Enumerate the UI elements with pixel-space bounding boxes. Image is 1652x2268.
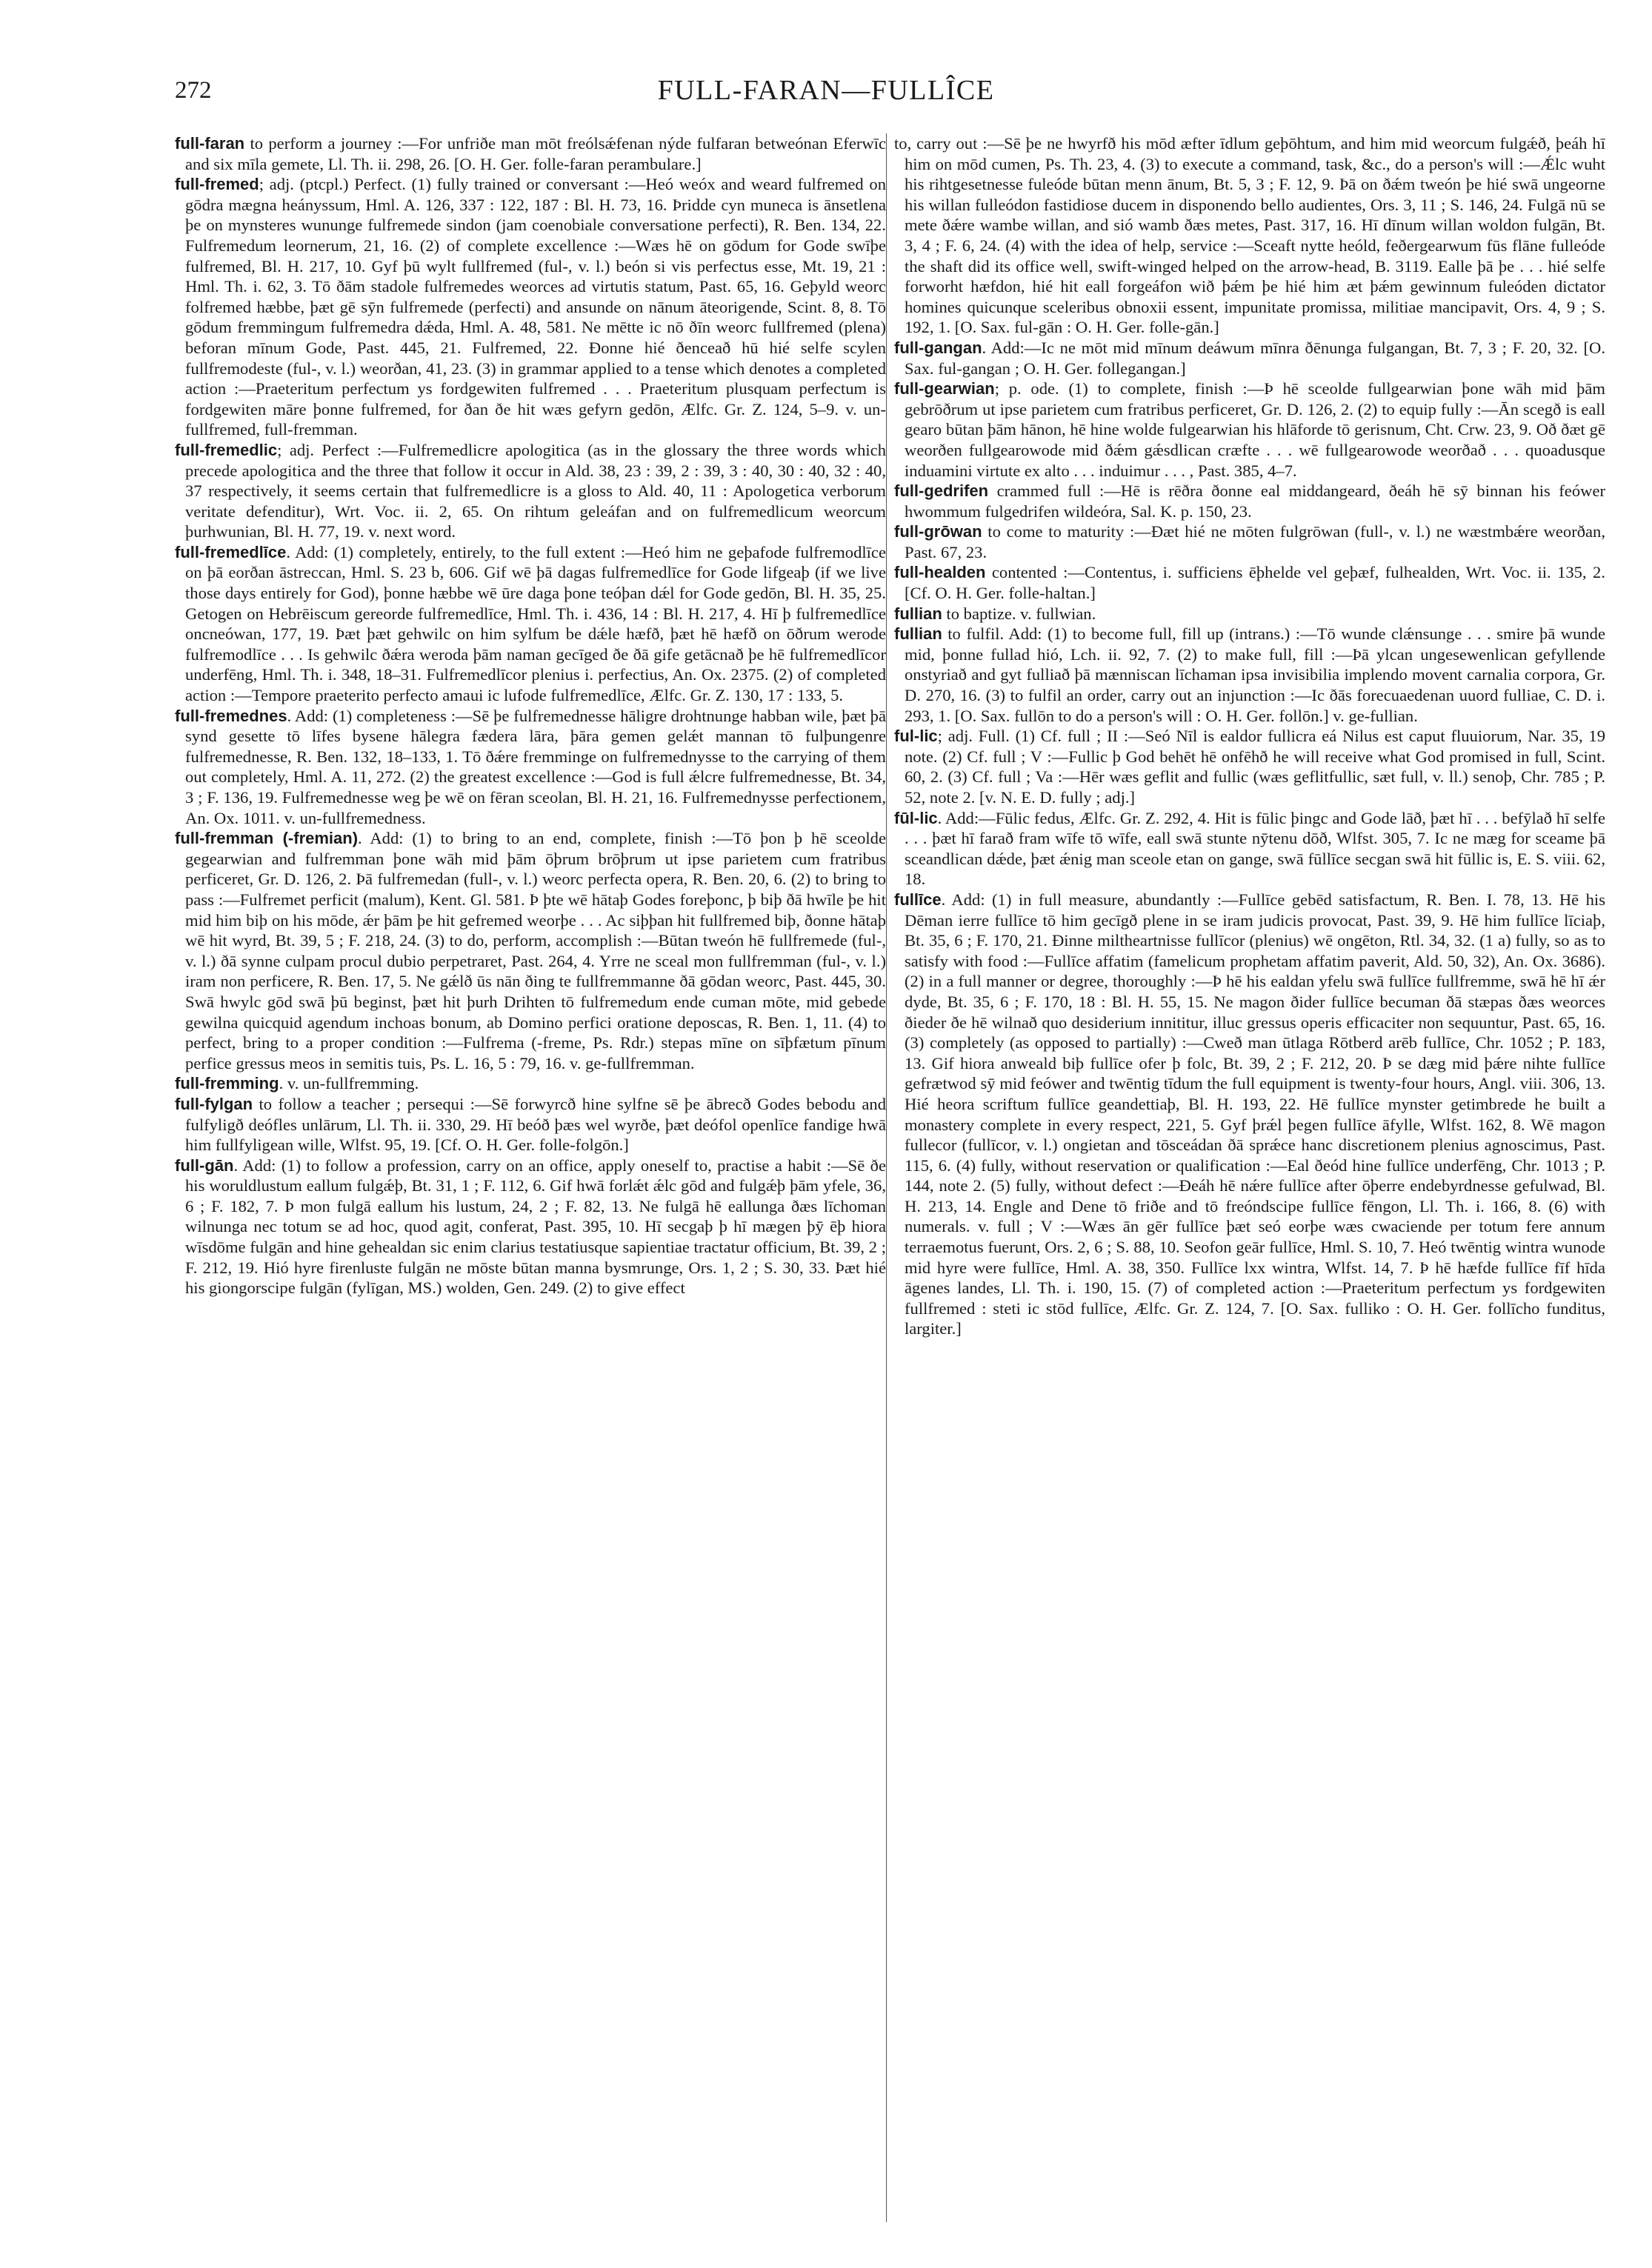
dictionary-entry xyxy=(894,808,1605,890)
entry-text: . Add: (1) to bring to an end, complete, finish :—Tō þon þ hē sceolde gegearwian and fulfremman þone wāh mid þām ōþrum brōþrum ut ipse parietem cum fratribus perficeret, Gr. D. 126, 2. Þā fulfremedan (full-, v. l.) weorc perfecta opera, R. Ben. 20, 6. (2) to bring to pass :—Fulfremet perficit (malum), Kent. Gl. 581. Þ þte wē hātaþ Godes foreþonc, þ biþ ðā hwīle þe hit mid him biþ on his mōde, ǽr þām þe hit gefremed weorþe . . . Ac siþþan hit fullfremed biþ, ðonne hātaþ wē hit wyrd, Bt. 39, 5 ; F. 218, 24. (3) to do, perform, accomplish :—Būtan tweón hē fullfremede (ful-, v. l.) ðā synne culpam procul dubio perpetraret, Past. 264, 4. Yrre ne sceal mon fullfremman (ful-, v. l.) iram non perficere, R. Ben. 17, 5. Ne gǽlð ūs nān ðing te fullfremmanne ðā gōdan weorc, Past. 445, 30. Swā hwylc gōd swā þū beginst, þæt hit þurh Drihten tō fulfremedum ende cuman mōte, mid gebede gewilna quicquid agendum inchoas bonum, ab Domino perfici oratione deposcas, R. Ben. 1, 11. (4) to perfect, bring to a proper condition :—Fulfrema (-freme, Ps. Rdr.) stepas mīne on sīþfætum pīnum perfice gressus meos in semitis tuis, Ps. L. 16, 5 : 79, 16. v. ge-fullfremman. xyxy=(185,829,886,1073)
entry-text: . Add:—Fūlic fedus, Ælfc. Gr. Z. 292, 4. Hit is fūlic þingc and Gode lāð, þæt hī . . . befȳlað hī selfe . . . þæt hī farað fram wīfe tō wīfe, eall swā stunte nȳtenu dōð, Wlfst. 305, 7. Ic ne mæg for sceame þā sceandlican dǽde, þæt ǽnig man sceole etan on gange, swā fūllīce secgan swā hit fūllic is, E. S. viii. 62, 18. xyxy=(905,808,1605,889)
entry-text: ; adj. (ptcpl.) Perfect. (1) fully trained or conversant :—Heó weóx and weard fulfremed on gōdra mægna heányssum, Hml. A. 126, 337 : 122, 187 : Bl. H. 73, 16. Þridde cyn muneca is ānsetlena þe on mynsteres wununge fulfremede sindon (jam coenobiale conversatione perfecti), R. Ben. 134, 22. Fulfremedum leornerum, 21, 16. (2) of complete excellence :—Wæs hē on gōdum for Gode swīþe fulfremed, Bl. H. 217, 10. Gyf þū wylt fullfremed (ful-, v. l.) beón si vis perfectus esse, Mt. 19, 21 : Hml. Th. i. 62, 3. Tō ðām stadole fulfremedes weorces ad virtutis statum, Past. 65, 16. Geþyld weorc folfremed hæbbe, þæt gē sȳn fulfremede (perfecti) and ansunde on nānum āteorigende, Scint. 8, 8. Tō gōdum fremmingum fulfremedra dǽda, Hml. A. 48, 581. Ne mētte ic nō ðīn weorc fullfremed (plena) beforan mīnum Gode, Past. 445, 21. Fulfremed, 22. Ðonne hié ðenceað hū hié selfe scylen fullfremodeste (ful-, v. l.) weorðan, 41, 23. (3) in grammar applied to a tense which denotes a completed action :—Praeteritum perfectum ys fordgewiten fulfremed . . . Praeteritum plusquam perfectum is fordgewiten māre þonne fulfremed, for ðan ðe hit wæs gefyrn gedōn, Ælfc. Gr. Z. 124, 5–9. v. un-fullfremed, full-fremman. xyxy=(185,175,886,439)
entry-text: to come to maturity :—Ðæt hié ne mōten fulgrōwan (full-, v. l.) ne wæstmbǽre weorðan, Past. 67, 23. xyxy=(905,522,1605,561)
entry-text: . Add: (1) in full measure, abundantly :—Fullīce gebēd satisfactum, R. Ben. I. 78, 13. Hē his Dēman ierre fullīce tō him gecīgð plene in se iram judicis provocat, Past. 39, 9. Hē him fullīce līciaþ, Bt. 35, 6 ; F. 170, 21. Ðinne miltheartnisse fullīcor (plenius) wē ongēton, Rtl. 34, 32. (1 a) fully, so as to satisfy with food :—Fullīce affatim (famelicum prophetam affatim paverit, Ald. 50, 32), An. Ox. 3686). (2) in a full manner or degree, thoroughly :—Þ hē his ealdan yfelu swā fullīce fullfremme, swā hē hī ǽr dyde, Bt. 35, 6 ; F. 170, 18 : Bl. H. 55, 15. Ne magon ðider fullīce becuman ðā stæpas ðæs weorces ðieder ðe hē wilnað quo desiderium innititur, illuc gressus operis efficaciter non sequuntur, Past. 65, 16. (3) completely (as opposed to partially) :—Cweð man ūtlaga Rōtberd arēb fullīce, Chr. 1052 ; P. 183, 13. Gif hiora anweald biþ fullīce ofer þ folc, Bt. 39, 2 ; F. 212, 20. Þ se dæg mid þǽre nihte fullīce gefrætwod sȳ mid feówer and twēntig tīdum the full equipment is twenty-four hours, Angl. viii. 306, 13. Hié heora scriftum fullīce geandettiaþ, Bl. H. 193, 22. Hē fullīce mynster getimbrede he built a monastery complete in every respect, 221, 5. Gyf þrǽl þegen fullīce āfylle, Wlfst. 162, 8. Wē magon fullecor (fullīcor, v. l.) ongietan and tōsceádan ðā sprǽce hanc discretionem plenius agnoscimus, Past. 115, 6. (4) fully, without reservation or qualification :—Eal ðeód hine fullīce underfēng, Chr. 1013 ; P. 144, note 2. (5) fully, without defect :—Ðeáh hē nǽre fullīce after ōþerre endebyrdnesse gefulwad, Bl. H. 213, 14. Engle and Dene tō friðe and tō freóndscipe fullīce fēngon, Ll. Th. i. 166, 8. (6) with numerals. v. full ; V :—Wæs ān gēr fullīce þæt seó eorþe wæs cwaciende per totum fere annum terraemotus fuerunt, Ors. 2, 6 ; S. 88, 10. Seofon geār fullīce, Hml. S. 10, 7. Heó twēntig wintra wunode mid hyre were fullīce, Hml. A. 38, 350. Fullīce lxx wintra, Wlfst. 14, 7. Þ hē hæfde fullīce fīf hīda āgenes landes, Ll. Th. i. 190, 15. (7) of completed action :—Praeteritum perfectum ys fordgewiten fullfremed : steti ic stōd fullīce, Ælfc. Gr. Z. 124, 7. [O. Sax. fulliko : O. H. Ger. follīcho funditus, largiter.] xyxy=(905,890,1605,1338)
entry-headword: full-fremed xyxy=(175,175,259,194)
entry-headword: full-gān xyxy=(175,1155,234,1175)
dictionary-entry xyxy=(894,378,1605,481)
dictionary-entry xyxy=(894,562,1605,603)
entry-headword: fullīce xyxy=(894,890,942,909)
dictionary-entry xyxy=(894,481,1605,521)
entry-headword: full-fremedlic xyxy=(175,440,278,459)
entry-text: to baptize. v. fullwian. xyxy=(942,604,1096,623)
entry-text: to, carry out :—Sē þe ne hwyrfð his mōd æfter īdlum geþōhtum, and him mid weorcum fulgǽð, þeáh hī him on mōd cumen, Ps. Th. 23, 4. (3) to execute a command, task, &c., do a person's will :—Ǽlc wuht his rihtgesetnesse fuleóde būtan menn ānum, Bt. 5, 3 ; F. 12, 9. Þā on ðǽm tweón þe hié swā ungeorne his willan fulleódon fastidiose ducem in disponendo bello audientes, Ors. 3, 11 ; S. 146, 24. Fulgā nū se mete ðǽre wambe willan, and sió wamb ðæs metes, Past. 317, 16. Hī dīnum willan woldon fulgān, Bt. 3, 4 ; F. 6, 24. (4) with the idea of help, service :—Sceaft nytte heóld, feðergearwum fūs flāne fulleóde the shaft did its office well, swift-winged helped on the arrow-head, B. 3119. Ealle þā þe . . . hié selfe forworht hæfdon, hié hit eall forgeáfon wið þǽm þe hié him æt þǽm gewinnum fuleóden dictator homines quicunque sceleribus obnoxii essent, impunitate promissa, militiae mancipavit, Ors. 4, 9 ; S. 192, 1. [O. Sax. ful-gān : O. H. Ger. folle-gān.] xyxy=(894,134,1605,337)
entry-text: ; p. ode. (1) to complete, finish :—Þ hē sceolde fullgearwian þone wāh mid þām gebrōðrum ut ipse parietem cum fratribus perficeret, Gr. D. 126, 2. (2) to equip fully :—Ān scegð is eall gearo būtan þām hānon, hē hine wolde fulgearwian his hlāforde tō gerisnum, Cht. Crw. 23, 9. Oð ðæt gē weorðen fullgearowode mid ðǽm gǽsdlican cræfte . . . wē fullgearowode weorðað . . . quoadusque induamini virtute ex alto . . . induimur . . . , Past. 385, 4–7. xyxy=(905,379,1605,480)
dictionary-entry xyxy=(175,542,886,706)
entry-headword: full-gedrifen xyxy=(894,481,989,501)
dictionary-entry xyxy=(175,440,886,542)
dictionary-entry xyxy=(894,624,1605,726)
entry-headword: fullian xyxy=(894,624,942,644)
left-column xyxy=(175,133,886,2237)
dictionary-entry xyxy=(175,1073,886,1094)
entry-headword: full-healden xyxy=(894,563,986,582)
entry-text: to follow a teacher ; persequi :—Sē forwyrcð hine sylfne sē þe ābrecð Godes bebodu and fulfyligð deófles unlārum, Ll. Th. ii. 330, 29. Hī beóð þæs wel wyrðe, þæt deófol openlīce fandige hwā him fullfyligean wille, Wlfst. 95, 19. [Cf. O. H. Ger. folle-folgōn.] xyxy=(185,1094,886,1155)
entry-text: to fulfil. Add: (1) to become full, fill up (intrans.) :—Tō wunde clǽnsunge . . . smire þā wunde mid, þonne fullad hió, Lch. ii. 92, 7. (2) to make full, fill :—Þā ylcan ungesewenlican gefyllende onstyriað and gyt fulliað þā mænniscan līchaman ipsa invisibilia implendo movent carnalia corpora, Gr. D. 270, 16. (3) to fulfil an order, carry out an injunction :—Ic ðās forecuaedenan uuord fulliae, C. D. i. 293, 1. [O. Sax. fullōn to do a person's will : O. H. Ger. follōn.] v. ge-fullian. xyxy=(905,624,1605,725)
entry-text: to perform a journey :—For unfriðe man mōt freólsǽfenan nýde fulfaran betweónan Eferwīc and six mīla gemete, Ll. Th. ii. 298, 26. [O. H. Ger. folle-faran perambulare.] xyxy=(185,134,886,173)
entry-headword: fūl-lic xyxy=(894,808,938,827)
dictionary-entry xyxy=(894,890,1605,1339)
dictionary-entry xyxy=(175,174,886,440)
entry-text: crammed full :—Hē is rēðra ðonne eal middangeard, ðeáh hē sȳ binnan his feówer hwommum fulgedrifen wildeóra, Sal. K. p. 150, 23. xyxy=(905,481,1605,521)
entry-headword: full-fylgan xyxy=(175,1094,253,1113)
entry-headword: full-fremednes xyxy=(175,706,287,725)
entry-headword: full-gearwian xyxy=(894,379,995,398)
dictionary-entry xyxy=(175,828,886,1073)
dictionary-entry xyxy=(894,133,1605,338)
dictionary-entry xyxy=(894,521,1605,562)
dictionary-entry xyxy=(175,706,886,829)
entry-text: . Add: (1) completely, entirely, to the full extent :—Heó him ne geþafode fulfremodlīce on þā eorðan āstreccan, Hml. S. 23 b, 606. Gif wē þā dagas fulfremedlīce for Gode lifgeaþ (if we live those days entirely for God), þonne hæbbe wē ūre daga þone teóþan dǽl for Gode gedōn, Bl. H. 35, 25. Getogen on Hebrēiscum gereorde fulfremedlīce, Hml. Th. i. 436, 14 : Bl. H. 217, 4. Hī þ fulfremedlīce oncneówan, 177, 19. Þæt þæt gehwilc on him sylfum be dǽle hæfð, þæt hē hæfð on ōðrum werode fulfremodlīce . . . Is gehwilc ðǽra weroda þām naman gecīged ðe ðā gife getācnað þe hē fulfremedlīcor underfēng, Hml. Th. i. 348, 18–31. Fulfremedlīcor plenius i. perfectius, An. Ox. 2375. (2) of completed action :—Tempore praeterito perfecto amaui ic lufode fulfremedlīce, Ælfc. Gr. Z. 130, 17 : 133, 5. xyxy=(185,542,886,705)
column-divider xyxy=(886,133,887,2222)
running-head: FULL-FARAN—FULLÎCE xyxy=(657,75,995,106)
entry-headword: fullian xyxy=(894,604,942,623)
entry-headword: full-gangan xyxy=(894,338,982,357)
dictionary-entry xyxy=(175,1094,886,1155)
entry-headword: full-faran xyxy=(175,134,245,153)
entry-text: . Add: (1) to follow a profession, carry on an office, apply oneself to, practise a habit :—Sē ðe his woruldlustum eallum fulgǽþ, Bt. 31, 1 ; F. 112, 6. Gif hwā forlǽt ǽlc gōd and fulgǽþ þām yfele, 36, 6 ; F. 182, 7. Þ mon fulgā eallum his lustum, 24, 2 ; F. 82, 13. Ne fulgā hē eallunga ðæs līchoman wilnunga nec totum se ad hoc, quod agit, conferat, Past. 395, 10. Hī secgaþ þ hī mægen þȳ ēþ hiora wīsdōme fulgān and hine gehealdan sic enim clarius testatiusque sapientiae tractatur officium, Bt. 39, 2 ; F. 212, 19. Hió hyre firenluste fulgān ne mōste būtan manna bysmrunge, Ors. 1, 2 ; S. 30, 33. Þæt hié his giongorscipe fulgān (fylīgan, MS.) wolden, Gen. 249. (2) to give effect xyxy=(185,1155,886,1298)
entry-headword: full-grōwan xyxy=(894,522,982,541)
entry-text: contented :—Contentus, i. sufficiens ēþhelde vel geþæf, fulhealden, Wrt. Voc. ii. 135, 2. [Cf. O. H. Ger. folle-haltan.] xyxy=(905,563,1605,603)
entry-headword: full-fremming xyxy=(175,1074,279,1093)
entry-text: . v. un-fullfremming. xyxy=(279,1074,419,1093)
entry-headword: ful-lic xyxy=(894,727,938,746)
entry-text: . Add:—Ic ne mōt mid mīnum deáwum mīnra ðēnunga fulgangan, Bt. 7, 3 ; F. 20, 32. [O. Sax. ful-gangan ; O. H. Ger. follegangan.] xyxy=(905,338,1605,378)
entry-text: ; adj. Perfect :—Fulfremedlicre apologitica (as in the glossary the three words which precede apologitica and the three that follow it occur in Ald. 38, 23 : 39, 2 : 39, 3 : 40, 30 : 40, 32 : 40, 37 respectively, it seems certain that fulfremedlicre is a gloss to Ald. 40, 11 : Apologetica verborum veritate defenditur), Wrt. Voc. ii. 2, 65. On rihtum geleáfan and on fulfremedlicum weorcum þurhwunian, Bl. H. 77, 19. v. next word. xyxy=(185,440,886,541)
entry-headword: full-fremedlīce xyxy=(175,542,287,561)
entry-text: . Add: (1) completeness :—Sē þe fulfremednesse hāligre drohtnunge habban wile, þæt þā synd gesette tō līfes bysene hālegra fædera lāra, þāra gemen gelǽt mannan tō fulþungenre fulfremednesse, R. Ben. 132, 18–133, 1. Tō ðǽre fremminge on fulfremednysse to the carrying of them out completely, Hml. A. 11, 272. (2) the greatest excellence :—God is full ǽlcre fulfremednesse, Bt. 34, 3 ; F. 136, 19. Fulfremednesse weg þe wē on fēran sceolan, Bl. H. 21, 16. Fulfremednysse perfectionem, An. Ox. 1011. v. un-fullfremedness. xyxy=(185,706,886,827)
right-column xyxy=(894,133,1605,2237)
dictionary-entry xyxy=(175,133,886,174)
dictionary-entry xyxy=(894,604,1605,624)
dictionary-entry xyxy=(175,1155,886,1298)
entry-headword: full-fremman (-fremian) xyxy=(175,829,359,848)
dictionary-entry xyxy=(894,726,1605,807)
entry-text: ; adj. Full. (1) Cf. full ; II :—Seó Nīl is ealdor fullicra eá Nilus est caput fluuiorum, Nar. 35, 19 note. (2) Cf. full ; V :—Fullic þ God behēt hē onfēhð he will receive what God promised in full, Scint. 60, 2. (3) Cf. full ; Va :—Hēr wæs geflit and fullic (wæs geflitfullic, sæt full, v. ll.) senoþ, Chr. 785 ; P. 52, note 2. [v. N. E. D. fully ; adj.] xyxy=(905,727,1605,807)
dictionary-entry xyxy=(894,338,1605,378)
page-number: 272 xyxy=(175,77,212,104)
